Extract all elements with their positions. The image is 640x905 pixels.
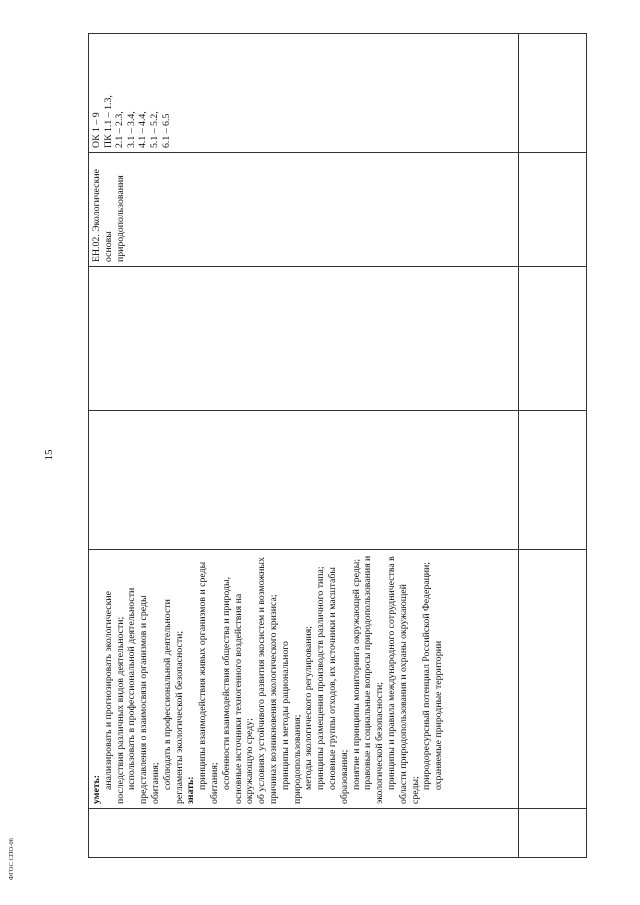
table-row (89, 34, 519, 858)
list-item: принципы размещения производств различного типа; (315, 566, 327, 790)
list-item: природоресурсный потенциал Российской Федерации; (421, 561, 433, 790)
table-cell-competencies (89, 34, 519, 153)
list-item: особенности взаимодействия общества и природы, основные источники техногенного воздействия на окружающую среду; (220, 576, 256, 804)
list-item: понятие и принципы мониторинга окружающей среды; (350, 558, 362, 790)
competency-code: 4.1 – 4.4, (137, 111, 149, 148)
list-item: соблюдать в профессиональной деятельности регламенты экологической безопасности; (161, 599, 185, 804)
skills-heading-znat: знать: (185, 776, 197, 804)
page-number: 15 (43, 449, 55, 461)
list-item: использовать в профессиональной деятельности представления о взаимосвязи организмов и среды обитания; (126, 587, 161, 804)
competency-code: 5.1 – 5.2, (148, 111, 160, 148)
competency-code: 3.1 – 3.4, (125, 111, 137, 148)
table-cell-discipline (89, 153, 519, 267)
list-item: правовые и социальные вопросы природопользования и экологической безопасности; (362, 555, 386, 804)
table-cell-skills (89, 550, 519, 809)
table-cell-index (89, 809, 519, 858)
table-cell (519, 550, 587, 809)
list-item: основные группы отходов, их источники и масштабы образования; (326, 567, 350, 804)
skills-heading-umet: уметь: (91, 774, 102, 804)
table-cell (519, 267, 587, 411)
footer-code: ФГОС СПО-06 (8, 838, 15, 880)
list-item: принципы и методы рационального природопользования; (279, 641, 303, 804)
list-item: принципы взаимодействия живых организмов и среды обитания; (197, 561, 220, 804)
list-item: об условиях устойчивого развития экосистем и возможных причинах возникновения экологического кризиса; (256, 557, 279, 804)
table-cell-hours-class (89, 267, 519, 411)
table-cell-hours-max (89, 411, 519, 550)
competency-code: ПК 1.1 – 1.3, (102, 95, 114, 148)
table-cell (519, 34, 587, 153)
competency-code: ОК 1 – 9 (91, 112, 102, 148)
competency-code: 6.1 – 6.5 (160, 113, 172, 148)
list-item: анализировать и прогнозировать экологические последствия различных видов деятельности; (102, 591, 126, 804)
table-cell (519, 153, 587, 267)
competency-code: 2.1 – 2.3, (114, 111, 126, 148)
list-item: охраняемые природные территории (433, 640, 445, 790)
discipline-name: ЕН.02. Экологические основы природопользования (91, 169, 126, 262)
table-cell (519, 809, 587, 858)
list-item: методы экологического регулирования; (303, 626, 315, 790)
table-cell (519, 411, 587, 550)
list-item: принципы и правила международного сотрудничества в области природопользования и охраны окружающей среды; (385, 556, 421, 804)
table-row (519, 34, 587, 858)
curriculum-table (88, 88, 586, 858)
